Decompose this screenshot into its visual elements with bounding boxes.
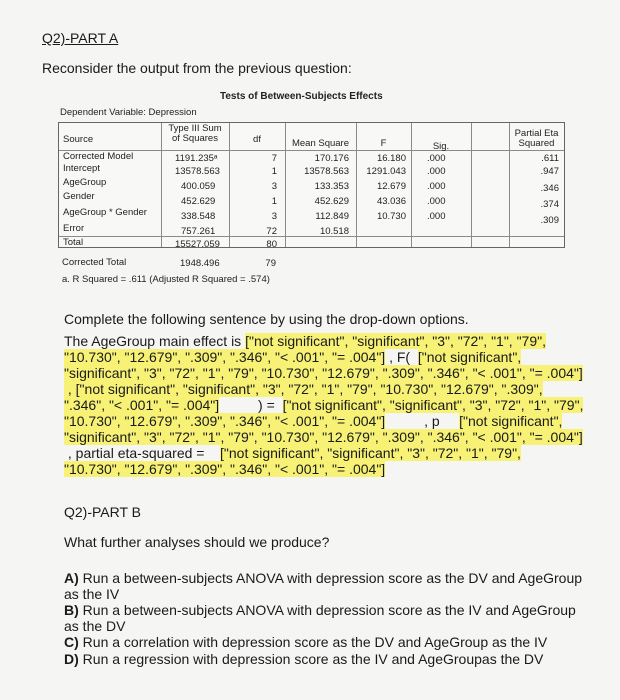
option-letter: D)	[64, 651, 79, 667]
sentence-line-2: "10.730", "12.679", ".309", ".346", "< .001", "= .004"] , F( ["not significant",	[64, 349, 522, 365]
sentence-line-8: , partial eta-squared = ["not significant", "significant", "3", "72", "1", "79",	[64, 445, 521, 461]
row-ms: 170.176	[314, 153, 349, 164]
row-f: 12.679	[376, 181, 406, 192]
table-title: Tests of Between-Subjects Effects	[220, 91, 383, 102]
row-df: 3	[271, 211, 277, 222]
col-type3-line1: Type III Sum	[168, 123, 222, 134]
row-ms: 13578.563	[304, 166, 349, 177]
option-letter: C)	[64, 634, 79, 650]
col-source: Source	[63, 134, 94, 145]
sentence-line-5: ".346", "< .001", "= .004"] ) = ["not significant", "significant", "3", "72", "1", "79",	[64, 397, 584, 413]
dropdown-eta-cont[interactable]: "10.730", "12.679", ".309", ".346", "< .001", "= .004"]	[64, 461, 386, 477]
row-df: 1	[271, 166, 277, 177]
sentence-line-7	[64, 429, 583, 445]
row-f: 16.180	[376, 153, 406, 164]
row-source: Intercept	[63, 163, 100, 174]
row-f: 43.036	[376, 196, 406, 207]
row-source: Gender	[63, 191, 95, 202]
row-f: 1291.043	[366, 166, 406, 177]
sentence-line-6: "10.730", "12.679", ".309", ".346", "< .001", "= .004"] , p ["not significant",	[64, 413, 563, 429]
row-ss: 452.629	[181, 196, 216, 207]
row-source: Corrected Total	[62, 257, 127, 268]
dropdown-df2-cont[interactable]: ".346", "< .001", "= .004"]	[64, 397, 220, 413]
sentence-line-3	[64, 365, 583, 381]
row-eta: .374	[540, 199, 559, 210]
row-sig: .000	[427, 211, 446, 222]
col-type3-line2: of Squares	[172, 133, 218, 144]
row-eta: .947	[540, 166, 559, 177]
row-sig: .000	[427, 166, 446, 177]
dropdown-eta[interactable]: ["not significant", "significant", "3", "72", "1", "79",	[220, 445, 521, 461]
dropdown-significance[interactable]: ["not significant", "significant", "3", "72", "1", "79",	[245, 333, 546, 349]
row-ss: 1948.496	[180, 258, 220, 269]
part-a-title: Q2)-PART A	[42, 30, 119, 46]
sentence-line-1: The AgeGroup main effect is ["not significant", "significant", "3", "72", "1", "79",	[64, 333, 546, 349]
col-eta-line2: Squared	[518, 138, 555, 149]
col-mean-square: Mean Square	[291, 138, 350, 149]
dropdown-df2[interactable]: , ["not significant", "significant", "3", "72", "1", "79", "10.730", "12.679", ".309",	[64, 381, 543, 397]
dropdown-p-value[interactable]: ["not significant",	[459, 413, 563, 429]
row-ms: 10.518	[319, 226, 349, 237]
dropdown-f-value-cont[interactable]: "10.730", "12.679", ".309", ".346", "< .001", "= .004"]	[64, 413, 386, 429]
dropdown-p-value-cont[interactable]: "significant", "3", "72", "1", "79", "10.730", "12.679", ".309", ".346", "< .001", "= .004"]	[64, 429, 583, 445]
part-b-title: Q2)-PART B	[64, 504, 142, 520]
row-df: 7	[271, 153, 277, 164]
anova-table	[58, 122, 565, 248]
instruction-text: Reconsider the output from the previous question:	[42, 60, 352, 76]
dropdown-significance-cont[interactable]: "10.730", "12.679", ".309", ".346", "< .001", "= .004"]	[64, 349, 386, 365]
dropdown-instruction: Complete the following sentence by using the drop-down options.	[64, 311, 469, 327]
row-ss: 15527.059	[175, 239, 220, 250]
option-b[interactable]	[64, 602, 576, 634]
row-eta: .346	[540, 183, 559, 194]
row-eta: .309	[540, 215, 559, 226]
row-df: 1	[271, 196, 277, 207]
part-b-question: What further analyses should we produce?	[64, 534, 330, 550]
col-sig: Sig.	[432, 141, 450, 152]
col-eta-line1: Partial Eta	[514, 128, 559, 139]
row-df: 3	[271, 181, 277, 192]
row-ss: 1191.235ᵃ	[175, 153, 218, 164]
row-sig: .000	[427, 196, 446, 207]
row-df: 79	[265, 258, 276, 269]
dependent-variable-label: Dependent Variable: Depression	[60, 107, 197, 118]
sentence-line-9	[64, 461, 385, 477]
row-f: 10.730	[376, 211, 406, 222]
row-ss: 400.059	[181, 181, 216, 192]
col-f: F	[380, 138, 387, 149]
row-ss: 757.261	[181, 226, 216, 237]
sentence-line-4	[64, 381, 543, 397]
option-letter: B)	[64, 602, 79, 618]
row-source: AgeGroup * Gender	[63, 207, 147, 218]
dropdown-df1[interactable]: ["not significant",	[417, 349, 522, 365]
option-letter: A)	[64, 570, 79, 586]
row-eta: .611	[541, 153, 559, 164]
row-df: 80	[266, 239, 277, 250]
row-source: Corrected Model	[63, 151, 134, 162]
row-source: Total	[63, 237, 84, 248]
option-text: Run a correlation with depression score as the DV and AgeGroup as the IV	[82, 634, 548, 650]
option-a[interactable]	[64, 570, 582, 602]
option-text-cont: as the DV	[64, 618, 126, 634]
table-footnote: a. R Squared = .611 (Adjusted R Squared = .574)	[62, 274, 270, 285]
col-df: df	[253, 134, 261, 145]
option-text: Run a between-subjects ANOVA with depression score as the DV and AgeGroup	[82, 570, 583, 586]
option-text: Run a between-subjects ANOVA with depression score as the IV and AgeGroup	[82, 602, 576, 618]
option-c[interactable]	[64, 634, 547, 650]
row-ss: 338.548	[181, 211, 216, 222]
row-ss: 13578.563	[175, 166, 220, 177]
option-text-cont: as the IV	[64, 586, 120, 602]
row-ms: 112.849	[315, 211, 349, 222]
row-ms: 133.353	[314, 181, 349, 192]
row-source: AgeGroup	[63, 177, 107, 188]
option-text: Run a regression with depression score as the IV and AgeGroupas the DV	[82, 651, 544, 667]
row-df: 72	[266, 226, 277, 237]
row-ms: 452.629	[314, 196, 349, 207]
row-sig: .000	[427, 181, 446, 192]
dropdown-f-value[interactable]: ["not significant", "significant", "3", "72", "1", "79",	[282, 397, 584, 413]
dropdown-df1-cont[interactable]: "significant", "3", "72", "1", "79", "10.730", "12.679", ".309", ".346", "< .001", "= .004"]	[64, 365, 583, 381]
row-source: Error	[63, 223, 85, 234]
option-d[interactable]	[64, 651, 543, 667]
row-sig: .000	[427, 153, 446, 164]
